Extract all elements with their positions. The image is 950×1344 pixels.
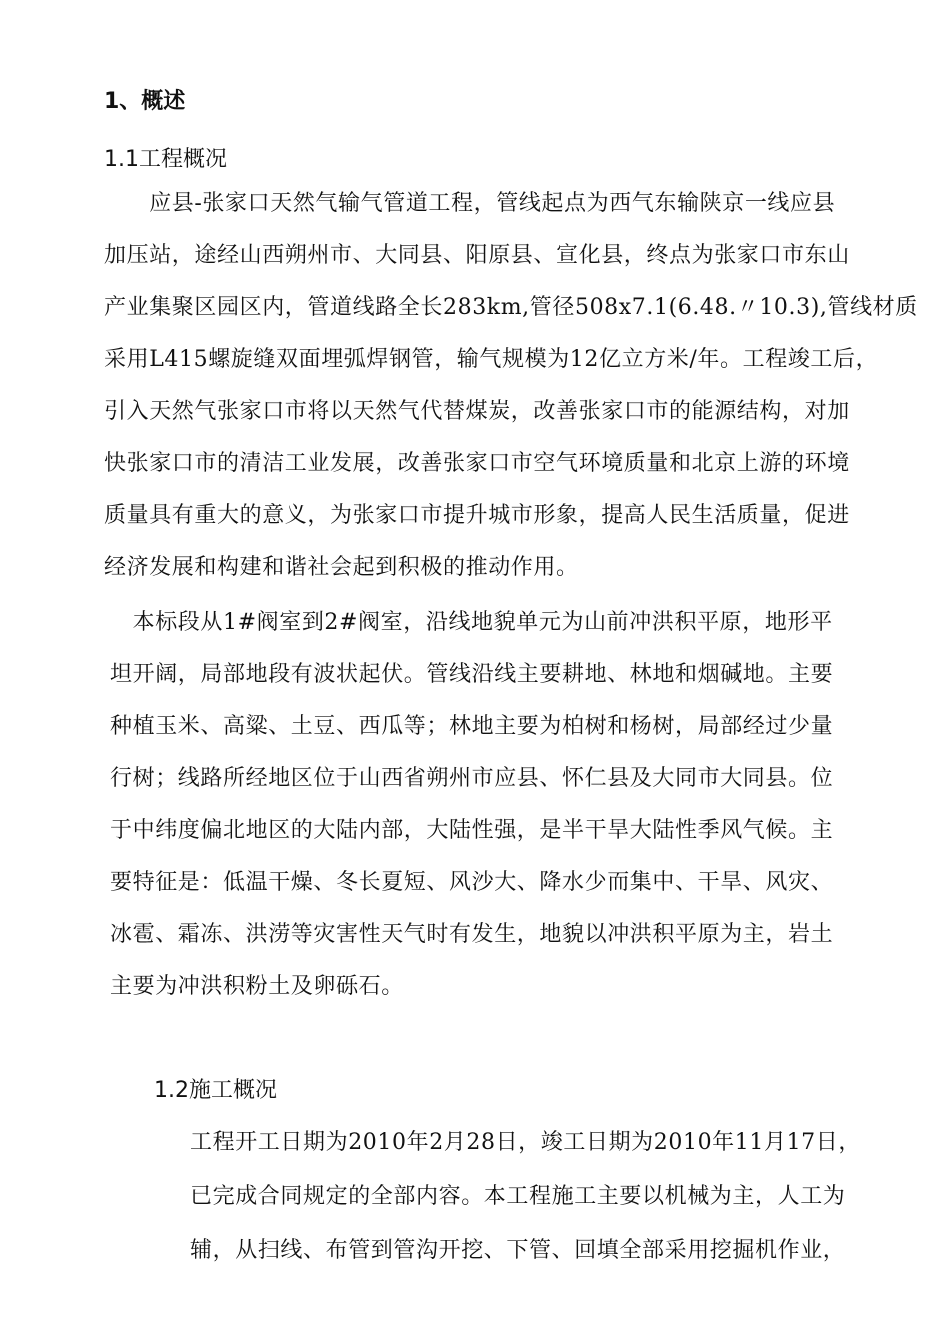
text-line: 于中纬度偏北地区的大陆内部，大陆性强，是半干旱大陆性季风气候。主: [110, 818, 834, 843]
text-line: 本标段从1#阀室到2#阀室，沿线地貌单元为山前冲洪积平原，地形平: [110, 610, 833, 635]
paragraph-construction-overview: [190, 1124, 861, 1286]
text-line: 主要为冲洪积粉土及卵砾石。: [110, 974, 404, 999]
text-line: 快张家口市的清洁工业发展，改善张家口市空气环境质量和北京上游的环境: [104, 451, 850, 476]
text-line: 加压站，途经山西朔州市、大同县、阳原县、宣化县，终点为张家口市东山: [104, 243, 850, 268]
text-line: 辅，从扫线、布管到管沟开挖、下管、回填全部采用挖掘机作业，: [190, 1238, 846, 1263]
section-heading-1-1: 1.1工程概况: [104, 147, 227, 172]
text-line: 种植玉米、高粱、土豆、西瓜等；林地主要为柏树和杨树，局部经过少量: [110, 714, 834, 739]
text-line: 采用L415螺旋缝双面埋弧焊钢管，输气规模为12亿立方米/年。工程竣工后，: [104, 347, 879, 372]
text-line: 冰雹、霜冻、洪涝等灾害性天气时有发生，地貌以冲洪积平原为主，岩土: [110, 922, 834, 947]
text-line: 要特征是：低温干燥、冬长夏短、风沙大、降水少而集中、干旱、风灾、: [110, 870, 834, 895]
text-line: 产业集聚区园区内，管道线路全长283km,管径508x7.1(6.48.〃10.3),管线材质: [104, 295, 918, 320]
chapter-heading: 1、概述: [104, 89, 186, 114]
text-line: 行树；线路所经地区位于山西省朔州市应县、怀仁县及大同市大同县。位: [110, 766, 834, 791]
paragraph-section-terrain: [110, 605, 833, 1021]
text-line: 已完成合同规定的全部内容。本工程施工主要以机械为主，人工为: [190, 1184, 846, 1209]
section-heading-1-2: 1.2施工概况: [154, 1078, 277, 1103]
text-line: 经济发展和构建和谐社会起到积极的推动作用。: [104, 555, 579, 580]
text-line: 质量具有重大的意义，为张家口市提升城市形象，提高人民生活质量，促进: [104, 503, 850, 528]
paragraph-project-overview: [104, 186, 918, 602]
text-line: 引入天然气张家口市将以天然气代替煤炭，改善张家口市的能源结构，对加: [104, 399, 850, 424]
text-line: 工程开工日期为2010年2月28日，竣工日期为2010年11月17日，: [190, 1130, 861, 1155]
text-line: 坦开阔，局部地段有波状起伏。管线沿线主要耕地、林地和烟碱地。主要: [110, 662, 834, 687]
text-line: 应县-张家口天然气输气管道工程，管线起点为西气东输陕京一线应县: [104, 191, 836, 216]
